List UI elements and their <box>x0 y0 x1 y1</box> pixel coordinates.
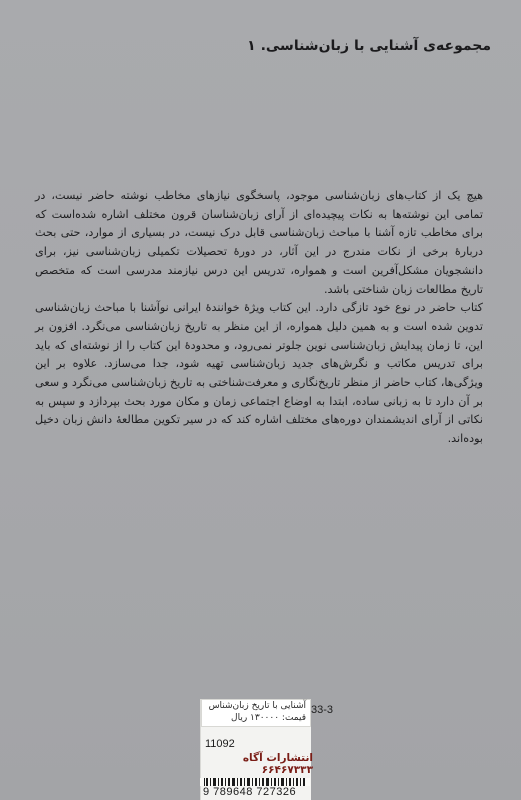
blurb-paragraph-2: کتاب حاضر در نوع خود تازگی دارد. این کتاب ویژهٔ خوانندهٔ ایرانی نوآشنا با مباحث زبان‌شناسی تدوین شده است و به همین دلیل همواره، از این منظر به تاریخ زبان‌شناسی می‌نگرد. افزون بر این، تا زمان پیدایش زبان‌شناسی نوین جلوتر نمی‌رود، و محدودهٔ این کتاب را از نوشته‌ای که باید برای تدریس مکاتب و نگرش‌های جدید زبان‌شناسی تهیه شود، جدا می‌سازد. علاوه بر این ویژگی‌ها، کتاب حاضر از منظر تاریخ‌نگاری و معرفت‌شناختی به تاریخ زبان‌شناسی می‌نگرد و سعی بر آن دارد تا به زبانی ساده، ابتدا به اوضاع اجتماعی زمان و مکان مورد بحث بپردازد و سپس به نکاتی از آرای اندیشمندان دوره‌های مختلف اشاره کند که در سیر تکوین مطالعهٔ دانش زبان دخیل بوده‌اند. <box>35 301 483 446</box>
barcode-icon <box>200 778 310 786</box>
series-title: مجموعه‌ی آشنایی با زبان‌شناسی. ۱ <box>247 38 491 54</box>
blurb-paragraph-1: هیچ یک از کتاب‌های زبان‌شناسی موجود، پاسخگوی نیازهای مخاطب نوشته حاضر نیست، در تمامی این نوشته‌ها به نکات پیچیده‌ای از آرای زبان‌شناسان قرون مختلف اشاره شده‌است که برای مخاطب تازه آشنا با مباحث زبان‌شناسی قابل درک نیست، در بسیاری از موارد، حتی بحث دربارهٔ برخی از نکات مندرج در این آثار، در دورهٔ تحصیلات تکمیلی زبان‌شناسی نیز، برای دانشجویان مشکل‌آفرین است و همواره، تدریس این درس نیازمند مدرسی است که متخصص تاریخ مطالعات زبان شناختی باشد. <box>35 189 483 296</box>
stock-code: 11092 <box>205 738 235 750</box>
barcode-number: 9 789648 727326 <box>203 786 297 798</box>
price-sticker <box>201 699 311 727</box>
back-cover-blurb <box>35 187 483 449</box>
publisher-label: انتشارات آگاه ۶۶۴۶۷۳۳۳ <box>242 752 313 776</box>
sticker-price: قیمت: ۱۳۰۰۰۰ ریال <box>231 713 306 723</box>
sticker-title: آشنایی با تاریخ زبان‌شناس <box>208 701 306 711</box>
isbn-fragment: 33-3 <box>311 704 334 716</box>
